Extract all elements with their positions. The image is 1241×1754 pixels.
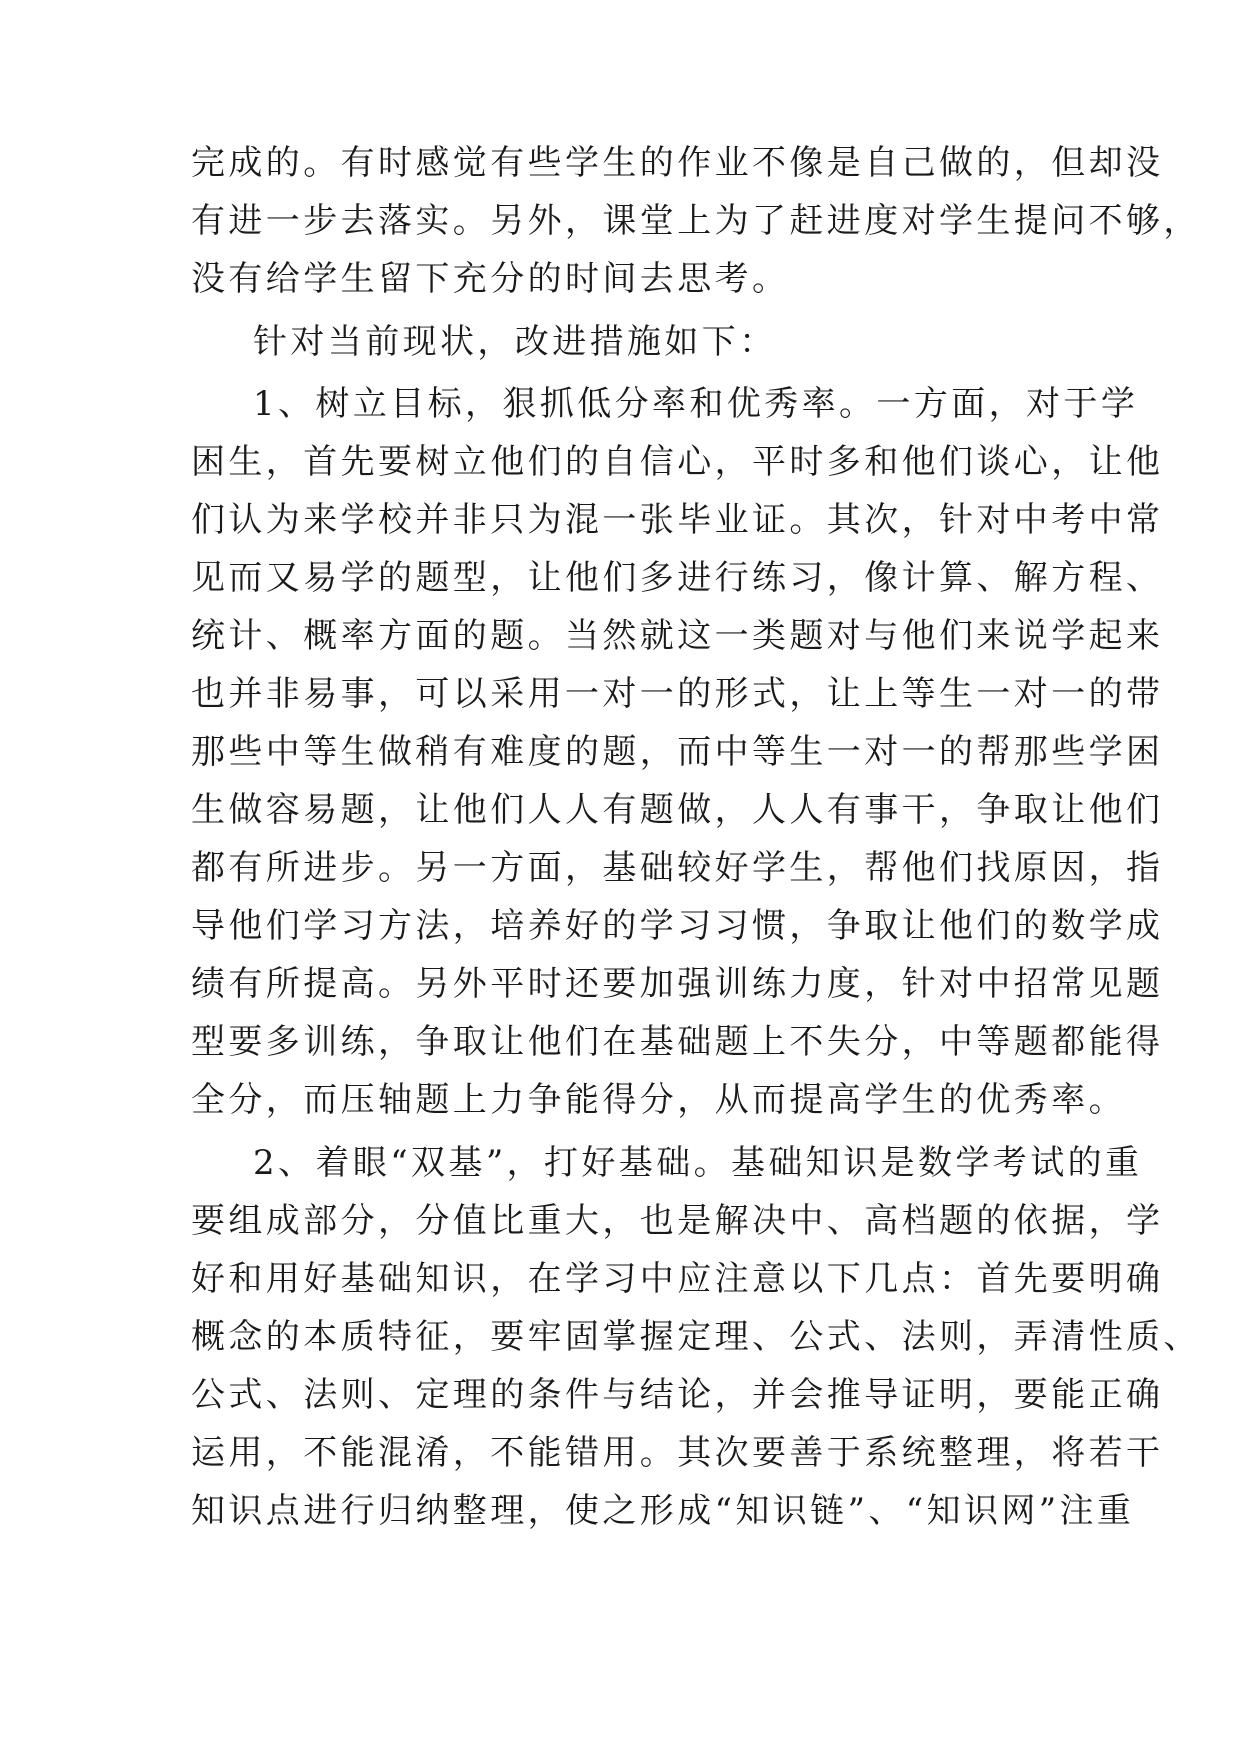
text-line: 型要多训练，争取让他们在基础题上不失分，中等题都能得 (191, 1022, 1164, 1062)
text-line: 好和用好基础知识，在学习中应注意以下几点：首先要明确 (191, 1259, 1164, 1299)
text-line: 有进一步去落实。另外，课堂上为了赶进度对学生提问不够， (191, 201, 1201, 241)
text-line: 导他们学习方法，培养好的学习习惯，争取让他们的数学成 (191, 906, 1164, 946)
text-line: 没有给学生留下充分的时间去思考。 (191, 259, 790, 299)
text-line: 全分，而压轴题上力争能得分，从而提高学生的优秀率。 (191, 1080, 1126, 1120)
text-line: 都有所进步。另一方面，基础较好学生，帮他们找原因，指 (191, 848, 1164, 888)
text-line: 完成的。有时感觉有些学生的作业不像是自己做的，但却没 (191, 143, 1164, 183)
text-line: 概念的本质特征，要牢固掌握定理、公式、法则，弄清性质、 (191, 1317, 1201, 1357)
text-line: 那些中等生做稍有难度的题，而中等生一对一的帮那些学困 (191, 732, 1164, 772)
text-line: 知识点进行归纳整理，使之形成“知识链”、“知识网”注重 (191, 1491, 1135, 1531)
text-line: 1、树立目标，狠抓低分率和优秀率。一方面，对于学 (253, 384, 1139, 424)
text-line: 2、着眼“双基”，打好基础。基础知识是数学考试的重 (253, 1143, 1143, 1183)
text-line: 公式、法则、定理的条件与结论，并会推导证明，要能正确 (191, 1375, 1164, 1415)
text-line: 生做容易题，让他们人人有题做，人人有事干，争取让他们 (191, 790, 1164, 830)
text-line: 也并非易事，可以采用一对一的形式，让上等生一对一的带 (191, 674, 1164, 714)
text-line: 绩有所提高。另外平时还要加强训练力度，针对中招常见题 (191, 964, 1164, 1004)
text-line: 要组成部分，分值比重大，也是解决中、高档题的依据，学 (191, 1201, 1164, 1241)
text-line: 统计、概率方面的题。当然就这一类题对与他们来说学起来 (191, 616, 1164, 656)
text-line: 们认为来学校并非只为混一张毕业证。其次，针对中考中常 (191, 500, 1164, 540)
text-line: 困生，首先要树立他们的自信心，平时多和他们谈心，让他 (191, 442, 1164, 482)
text-line: 见而又易学的题型，让他们多进行练习，像计算、解方程、 (191, 558, 1164, 598)
text-line: 运用，不能混淆，不能错用。其次要善于系统整理，将若干 (191, 1433, 1164, 1473)
text-line: 针对当前现状，改进措施如下： (253, 322, 777, 362)
